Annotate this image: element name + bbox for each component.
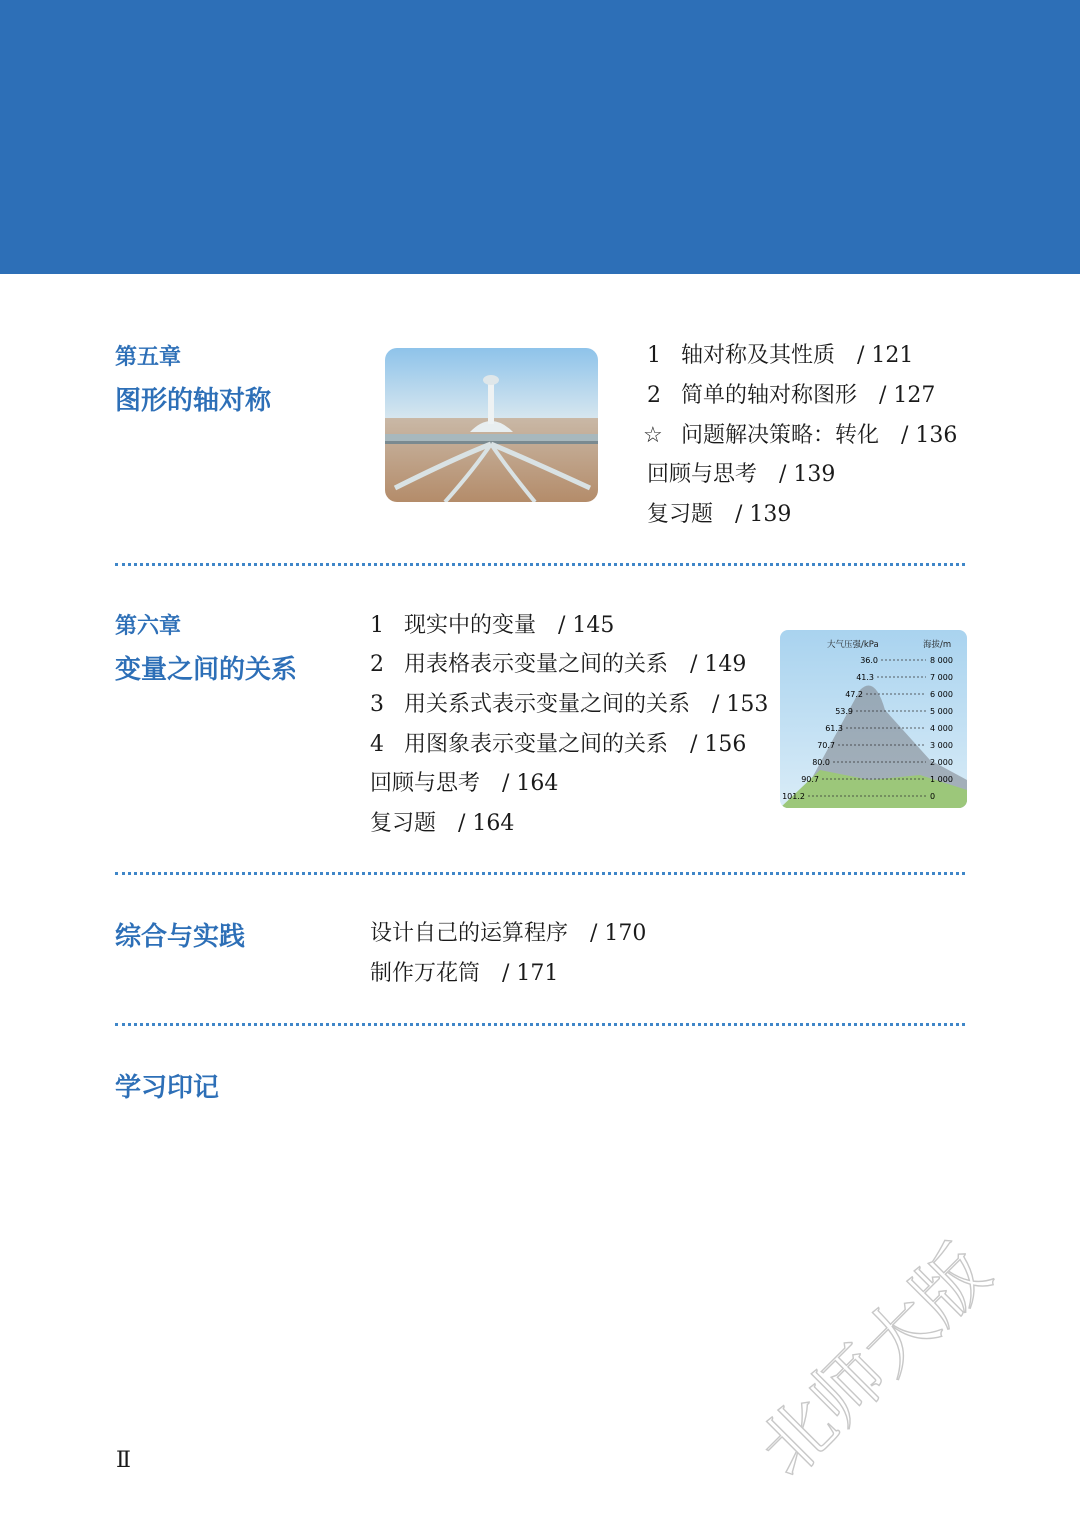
altitude-value: 1 000 [930,775,953,784]
toc-entry[interactable]: 复习题 / 139 [647,502,792,527]
toc-entry[interactable]: 2 简单的轴对称图形 / 127 [647,383,936,408]
altitude-value: 4 000 [930,724,953,733]
toc-entry[interactable]: 1 轴对称及其性质 / 121 [647,343,914,368]
toc-entry[interactable]: 4 用图象表示变量之间的关系 / 156 [370,732,747,757]
toc-entry[interactable]: 回顾与思考 / 164 [370,771,559,796]
toc-entry[interactable]: 2 用表格表示变量之间的关系 / 149 [370,652,747,677]
altitude-value: 0 [930,792,936,801]
pressure-value: 53.9 [835,707,853,716]
section-divider [115,563,965,566]
section-divider [115,1023,965,1026]
practice-title[interactable]: 综合与实践 [115,922,246,952]
pressure-value: 41.3 [856,673,874,682]
altitude-value: 5 000 [930,707,953,716]
altitude-value: 7 000 [930,673,953,682]
chapter6-label: 第六章 [115,614,182,639]
chapter5-title[interactable]: 图形的轴对称 [115,386,272,416]
pressure-value: 47.2 [845,690,863,699]
altitude-header: 海拔/m [923,640,952,650]
chapter5-label: 第五章 [115,345,182,370]
toc-entry[interactable]: 复习题 / 164 [370,811,515,836]
pressure-value: 101.2 [782,792,805,801]
toc-entry[interactable]: 1 现实中的变量 / 145 [370,613,615,638]
watermark [760,1210,1060,1510]
pressure-header: 大气压强/kPa [827,640,879,650]
chapter6-title[interactable]: 变量之间的关系 [115,655,298,685]
pressure-value: 90.7 [801,775,819,784]
altitude-value: 6 000 [930,690,953,699]
pressure-value: 61.3 [825,724,843,733]
altitude-rows [930,656,953,801]
altitude-value: 8 000 [930,656,953,665]
toc-entry[interactable]: 回顾与思考 / 139 [647,462,836,487]
header-banner [0,0,1080,274]
toc-entry[interactable]: 3 用关系式表示变量之间的关系 / 153 [370,692,769,717]
watermark-text: 北师大版 [760,1228,1006,1493]
notes-title[interactable]: 学习印记 [115,1073,220,1103]
toc-entry[interactable]: ☆ 问题解决策略：转化 / 136 [643,423,958,448]
pressure-value: 36.0 [860,656,878,665]
pressure-altitude-figure [780,630,967,808]
pressure-value: 70.7 [817,741,835,750]
pressure-value: 80.0 [812,758,830,767]
altitude-value: 3 000 [930,741,953,750]
page-number: Ⅱ [116,1448,131,1473]
toc-entry[interactable]: 设计自己的运算程序 / 170 [370,921,647,946]
toc-entry[interactable]: 制作万花筒 / 171 [370,961,559,986]
altitude-value: 2 000 [930,758,953,767]
bridge-photo [385,348,598,502]
section-divider [115,872,965,875]
